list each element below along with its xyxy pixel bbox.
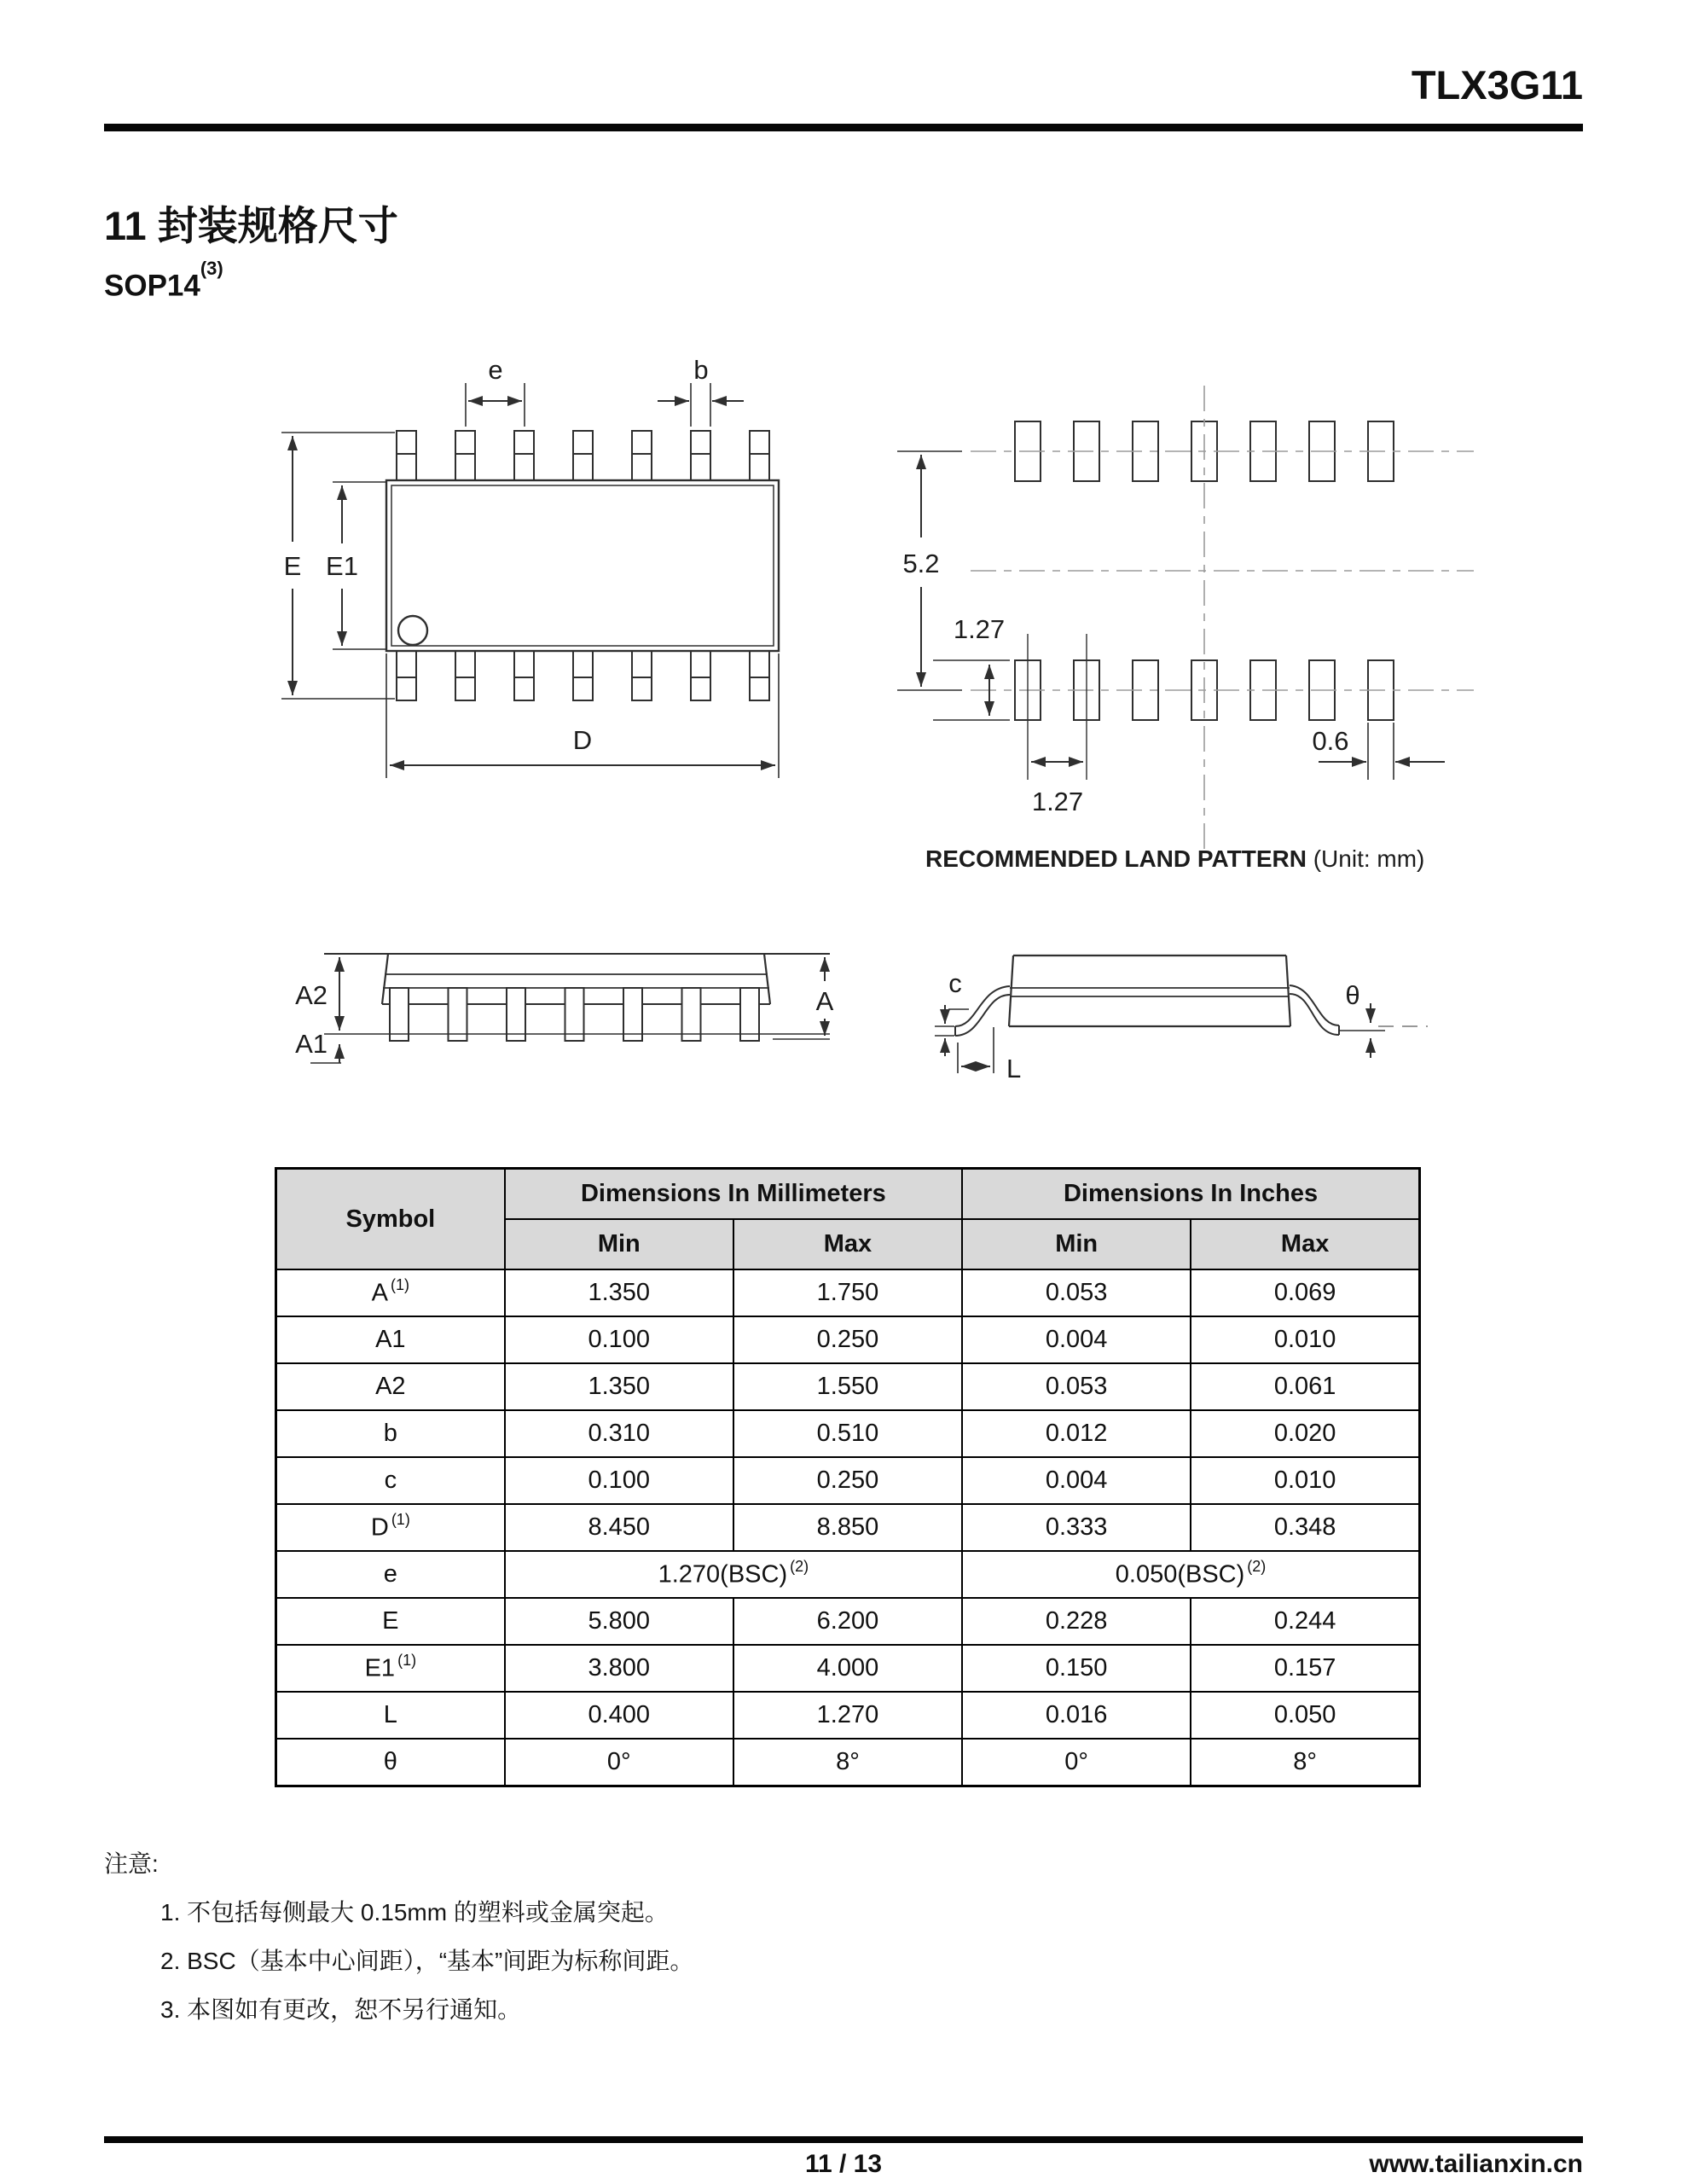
value-cell: 0.100 <box>505 1316 733 1363</box>
note-reference: (1) <box>391 1276 410 1294</box>
dim-A1 <box>310 1044 341 1063</box>
dim-row-spacing <box>897 451 962 690</box>
value-cell: 1.550 <box>733 1363 962 1410</box>
value-cell: 0.016 <box>962 1692 1191 1739</box>
land-pads-bottom <box>1015 660 1394 720</box>
value-cell-span: 0.050(BSC) $^{(2)}$ <box>962 1551 1419 1598</box>
value-cell: 0.244 <box>1191 1598 1419 1645</box>
dim-L <box>958 1027 994 1073</box>
value-cell: 0.400 <box>505 1692 733 1739</box>
col-header-symbol: Symbol <box>276 1169 505 1270</box>
value-cell: 0.228 <box>962 1598 1191 1645</box>
label-L: L <box>1006 1054 1022 1083</box>
note-reference: (1) <box>397 1652 417 1670</box>
label-E1: E1 <box>326 551 358 581</box>
symbol-cell: A1 <box>276 1316 505 1363</box>
label-c: c <box>948 968 962 998</box>
dim-e <box>466 383 525 427</box>
label-e: e <box>488 355 503 385</box>
value-cell: 0.053 <box>962 1363 1191 1410</box>
value-cell: 4.000 <box>733 1645 962 1692</box>
note-item-2: 2. BSC（基本中心间距），“基本”间距为标称间距。 <box>160 1948 694 1974</box>
label-D: D <box>572 725 593 755</box>
value-cell: 3.800 <box>505 1645 733 1692</box>
value-cell: 0° <box>962 1739 1191 1786</box>
dim-pitch <box>1028 634 1087 780</box>
note-reference: (2) <box>1247 1558 1267 1576</box>
label-theta: θ <box>1345 980 1360 1010</box>
value-cell: 0.250 <box>733 1457 962 1504</box>
value-cell: 0° <box>505 1739 733 1786</box>
value-cell: 0.069 <box>1191 1269 1419 1316</box>
dim-E <box>281 433 395 699</box>
symbol-cell: D $^{(1)}$ <box>276 1504 505 1551</box>
package-note-ref: (3) <box>200 258 223 279</box>
page-number: 11 / 13 <box>804 2150 883 2178</box>
table-row <box>276 1551 1420 1598</box>
value-cell: 0.100 <box>505 1457 733 1504</box>
table-row <box>276 1363 1420 1410</box>
value-cell: 8° <box>733 1739 962 1786</box>
value-cell: 0.157 <box>1191 1645 1419 1692</box>
package-body <box>386 480 779 651</box>
land-pattern-caption: RECOMMENDED LAND PATTERN (Unit: mm) <box>925 845 1425 872</box>
note-reference: (2) <box>790 1558 809 1576</box>
col-header-in-max: Max <box>1191 1219 1419 1269</box>
section-title: 11 封装规格尺寸 <box>104 203 398 248</box>
symbol-cell: A $^{(1)}$ <box>276 1269 505 1316</box>
value-cell: 8° <box>1191 1739 1419 1786</box>
label-row-spacing: 5.2 <box>902 549 940 578</box>
symbol-cell: A2 <box>276 1363 505 1410</box>
value-cell: 0.004 <box>962 1316 1191 1363</box>
right-lead <box>1290 985 1339 1035</box>
value-cell: 0.010 <box>1191 1457 1419 1504</box>
symbol-cell: b <box>276 1410 505 1457</box>
centerlines <box>971 386 1474 855</box>
package-label: SOP14 <box>104 269 200 303</box>
dim-D <box>386 653 779 778</box>
footer-rule <box>104 2136 1583 2143</box>
label-pitch: 1.27 <box>1031 787 1084 816</box>
website-link[interactable]: www.tailianxin.cn <box>1369 2150 1583 2178</box>
package-profile-view <box>935 956 1428 1083</box>
table-row <box>276 1457 1420 1504</box>
dim-E1 <box>333 482 386 649</box>
dimension-table-body <box>276 1269 1420 1786</box>
symbol-cell: L <box>276 1692 505 1739</box>
label-A2: A2 <box>295 980 328 1010</box>
note-reference: (1) <box>391 1511 410 1529</box>
col-header-mm-max: Max <box>733 1219 962 1269</box>
label-pad-length: 1.27 <box>953 614 1006 644</box>
table-row <box>276 1692 1420 1739</box>
value-cell: 0.010 <box>1191 1316 1419 1363</box>
col-header-mm-min: Min <box>505 1219 733 1269</box>
dim-c <box>935 1005 969 1056</box>
note-item-1: 1. 不包括每侧最大 0.15mm 的塑料或金属突起。 <box>160 1899 669 1926</box>
value-cell: 0.250 <box>733 1316 962 1363</box>
land-pattern <box>897 386 1474 872</box>
symbol-cell: E1 $^{(1)}$ <box>276 1645 505 1692</box>
dim-A <box>773 957 830 1039</box>
dimension-table-head <box>276 1169 1420 1270</box>
table-row <box>276 1645 1420 1692</box>
table-row <box>276 1598 1420 1645</box>
value-cell: 0.510 <box>733 1410 962 1457</box>
value-cell: 1.350 <box>505 1363 733 1410</box>
doc-title: TLX3G11 <box>1411 62 1583 107</box>
symbol-cell: c <box>276 1457 505 1504</box>
value-cell: 0.348 <box>1191 1504 1419 1551</box>
col-group-millimeters: Dimensions In Millimeters <box>505 1169 962 1220</box>
symbol-cell: E <box>276 1598 505 1645</box>
col-group-inches: Dimensions In Inches <box>962 1169 1419 1220</box>
value-cell: 0.012 <box>962 1410 1191 1457</box>
table-row <box>276 1316 1420 1363</box>
package-top-view <box>281 355 779 778</box>
package-front-view <box>295 954 834 1063</box>
value-cell: 1.750 <box>733 1269 962 1316</box>
value-cell: 5.800 <box>505 1598 733 1645</box>
value-cell: 0.053 <box>962 1269 1191 1316</box>
dimension-table <box>275 1167 1421 1787</box>
table-row <box>276 1410 1420 1457</box>
package-body-inner <box>391 485 774 646</box>
notes-title: 注意: <box>104 1850 159 1877</box>
table-row <box>276 1739 1420 1786</box>
value-cell: 0.333 <box>962 1504 1191 1551</box>
col-header-in-min: Min <box>962 1219 1191 1269</box>
value-cell: 1.270 <box>733 1692 962 1739</box>
dim-theta <box>1339 1003 1428 1058</box>
notes-block <box>104 1839 693 2034</box>
table-row <box>276 1504 1420 1551</box>
dim-b <box>658 383 744 427</box>
pin1-indicator <box>398 616 427 645</box>
symbol-cell: e <box>276 1551 505 1598</box>
note-item-3: 3. 本图如有更改，恕不另行通知。 <box>160 1996 522 2023</box>
label-pad-width: 0.6 <box>1312 726 1349 756</box>
bottom-pins <box>397 651 769 700</box>
value-cell: 0.020 <box>1191 1410 1419 1457</box>
value-cell-span: 1.270(BSC) $^{(2)}$ <box>505 1551 962 1598</box>
value-cell: 0.050 <box>1191 1692 1419 1739</box>
package-name <box>104 258 223 304</box>
front-leads <box>390 988 759 1041</box>
left-lead <box>955 986 1010 1036</box>
value-cell: 8.450 <box>505 1504 733 1551</box>
label-A1: A1 <box>295 1029 328 1059</box>
value-cell: 6.200 <box>733 1598 962 1645</box>
value-cell: 8.850 <box>733 1504 962 1551</box>
symbol-cell: θ <box>276 1739 505 1786</box>
value-cell: 1.350 <box>505 1269 733 1316</box>
dim-pad-length <box>933 660 1010 720</box>
value-cell: 0.310 <box>505 1410 733 1457</box>
label-A: A <box>815 986 834 1016</box>
table-row <box>276 1269 1420 1316</box>
value-cell: 0.004 <box>962 1457 1191 1504</box>
top-pins <box>397 431 769 480</box>
dim-pad-width <box>1319 723 1445 780</box>
value-cell: 0.150 <box>962 1645 1191 1692</box>
label-E: E <box>283 551 302 581</box>
land-pads-top <box>1015 421 1394 481</box>
label-b: b <box>693 355 709 385</box>
value-cell: 0.061 <box>1191 1363 1419 1410</box>
header-rule <box>104 124 1583 131</box>
